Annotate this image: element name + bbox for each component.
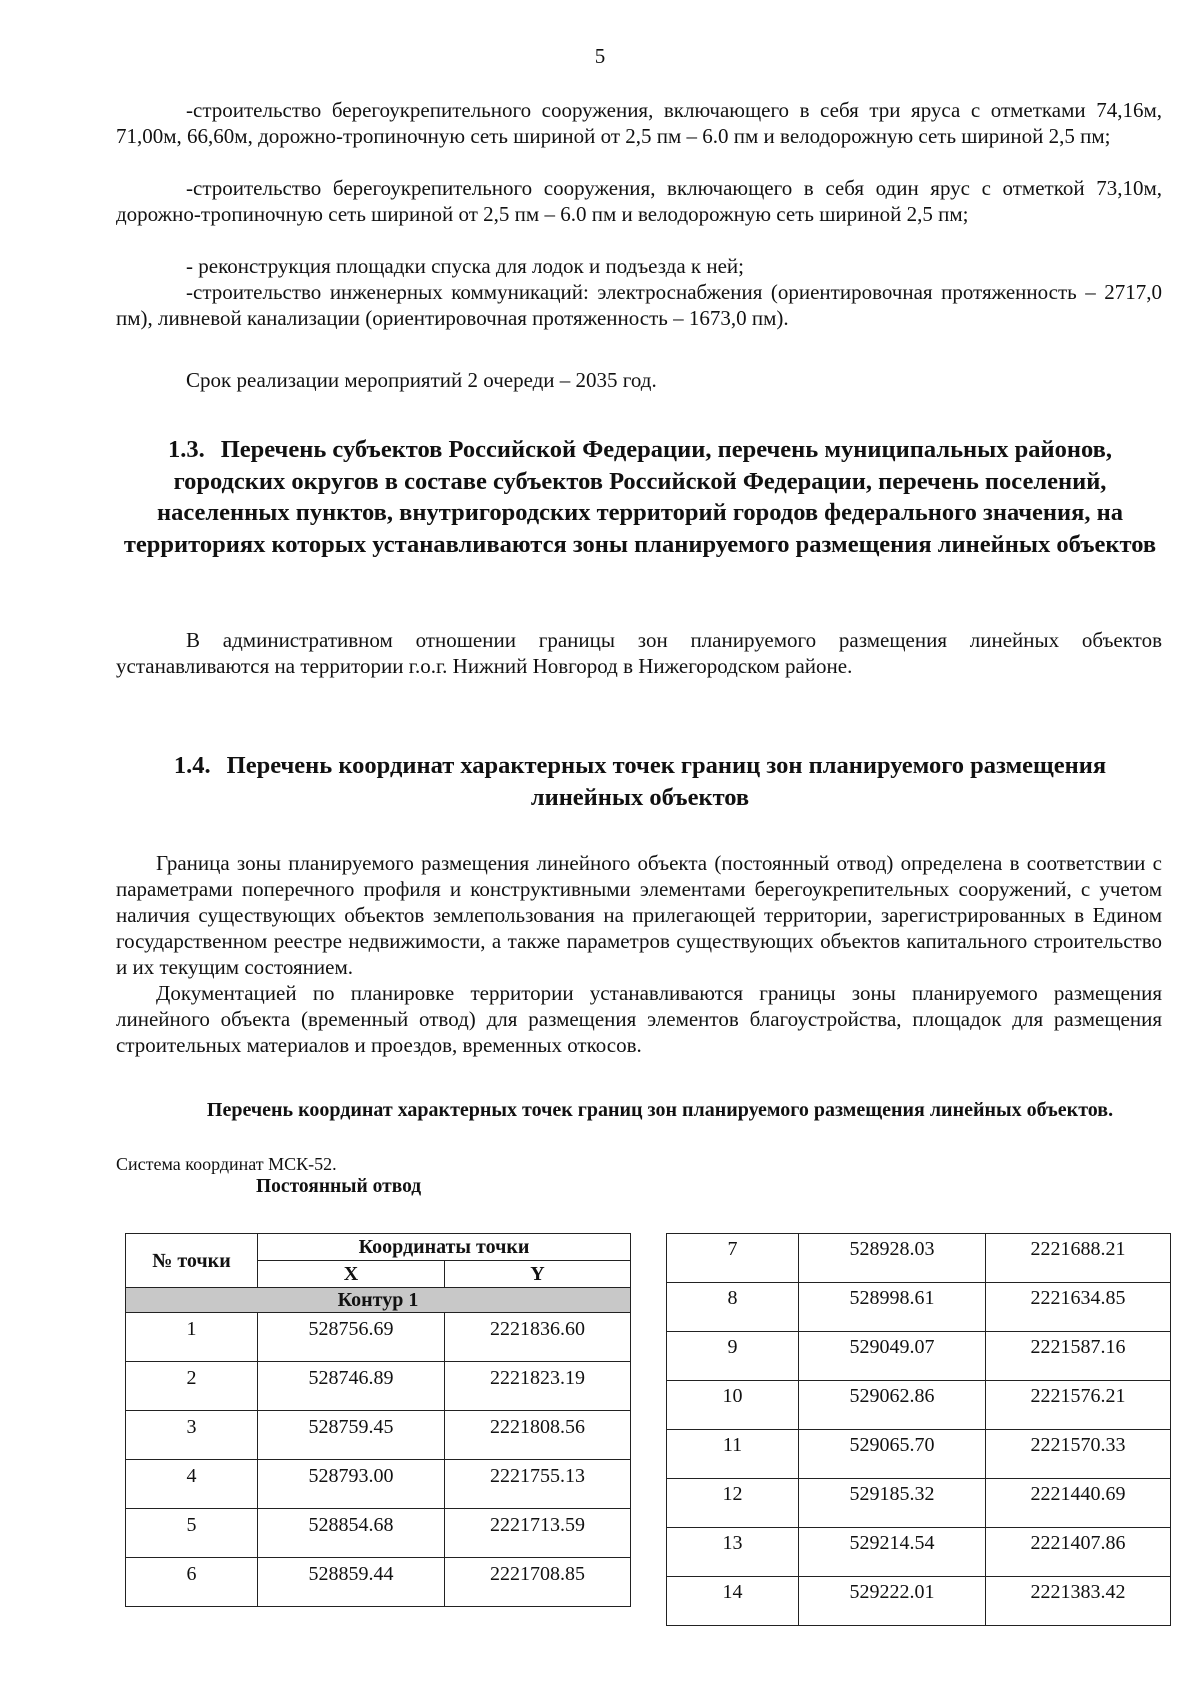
table-row xyxy=(126,1558,631,1607)
point-number: 3 xyxy=(126,1411,258,1460)
coord-x: 529049.07 xyxy=(799,1332,986,1381)
coord-y: 2221755.13 xyxy=(445,1460,631,1509)
header-coordinates: Координаты точки xyxy=(258,1234,631,1261)
point-number: 4 xyxy=(126,1460,258,1509)
table-row xyxy=(667,1528,1171,1577)
coord-y: 2221708.85 xyxy=(445,1558,631,1607)
table-row xyxy=(667,1283,1171,1332)
coord-x: 529214.54 xyxy=(799,1528,986,1577)
table-caption: Перечень координат характерных точек границ зон планируемого размещения линейных объектов. xyxy=(206,1099,1114,1121)
paragraph-permanent-allotment: Граница зоны планируемого размещения линейного объекта (постоянный отвод) определена в соответствии с параметрами поперечного профиля и конструктивными элементами берегоукрепительных сооружений, с учетом наличия существующих объектов землепользования на прилегающей территории, зарегистрированных в Едином государственном реестре недвижимости, а также параметров существующих объектов капитального строительство и их текущим состоянием. xyxy=(116,851,1162,979)
coordinates-table-right xyxy=(666,1233,1171,1626)
table-row xyxy=(126,1509,631,1558)
coord-x: 528859.44 xyxy=(258,1558,445,1607)
point-number: 10 xyxy=(667,1381,799,1430)
section-title: Перечень субъектов Российской Федерации, перечень муниципальных районов, городских округов в составе субъектов Российской Федерации, перечень поселений, населенных пунктов, внутригородских территорий городов федерального значения, на территориях которых устанавливаются зоны планируемого размещения линейных объектов xyxy=(123,436,1157,558)
coord-y: 2221570.33 xyxy=(986,1430,1171,1479)
coord-y: 2221440.69 xyxy=(986,1479,1171,1528)
coordinates-table-left xyxy=(125,1233,631,1607)
coord-x: 529222.01 xyxy=(799,1577,986,1626)
table-row xyxy=(126,1460,631,1509)
point-number: 12 xyxy=(667,1479,799,1528)
table-row xyxy=(126,1362,631,1411)
coord-x: 529065.70 xyxy=(799,1430,986,1479)
coord-y: 2221634.85 xyxy=(986,1283,1171,1332)
section-number: 1.3. xyxy=(167,436,205,463)
heading-section-1-4 xyxy=(150,750,1130,813)
table-row xyxy=(667,1577,1171,1626)
coord-x: 528854.68 xyxy=(258,1509,445,1558)
table-row xyxy=(667,1430,1171,1479)
point-number: 8 xyxy=(667,1283,799,1332)
coord-x: 529185.32 xyxy=(799,1479,986,1528)
coord-x: 528998.61 xyxy=(799,1283,986,1332)
table-row xyxy=(667,1234,1171,1283)
coord-x: 528928.03 xyxy=(799,1234,986,1283)
coord-y: 2221407.86 xyxy=(986,1528,1171,1577)
point-number: 11 xyxy=(667,1430,799,1479)
coord-x: 528759.45 xyxy=(258,1411,445,1460)
heading-section-1-3 xyxy=(110,434,1170,560)
point-number: 6 xyxy=(126,1558,258,1607)
coord-y: 2221383.42 xyxy=(986,1577,1171,1626)
point-number: 2 xyxy=(126,1362,258,1411)
table-row xyxy=(667,1332,1171,1381)
point-number: 9 xyxy=(667,1332,799,1381)
contour-label: Контур 1 xyxy=(126,1288,631,1313)
coord-y: 2221587.16 xyxy=(986,1332,1171,1381)
coord-y: 2221688.21 xyxy=(986,1234,1171,1283)
paragraph-deadline: Срок реализации мероприятий 2 очереди – 2035 год. xyxy=(186,368,657,392)
coord-y: 2221576.21 xyxy=(986,1381,1171,1430)
table-row xyxy=(126,1313,631,1362)
coord-x: 528746.89 xyxy=(258,1362,445,1411)
coord-y: 2221823.19 xyxy=(445,1362,631,1411)
coord-x: 528756.69 xyxy=(258,1313,445,1362)
point-number: 1 xyxy=(126,1313,258,1362)
section-number: 1.4. xyxy=(173,752,211,779)
point-number: 13 xyxy=(667,1528,799,1577)
paragraph-shore-structure-three-tiers: -строительство берегоукрепительного сооружения, включающего в себя три яруса с отметками 74,16м, 71,00м, 66,60м, дорожно-тропиночную сеть шириной от 2,5 пм – 6.0 пм и велодорожную сеть шириной 2,5 пм; xyxy=(116,98,1162,148)
coordinate-system: Система координат МСК-52. xyxy=(116,1154,337,1174)
header-y: Y xyxy=(445,1261,631,1288)
table-row xyxy=(667,1479,1171,1528)
table-row xyxy=(126,1411,631,1460)
allotment-type: Постоянный отвод xyxy=(256,1176,422,1197)
header-x: X xyxy=(258,1261,445,1288)
page-number: 5 xyxy=(594,44,606,68)
header-point-number: № точки xyxy=(126,1234,258,1288)
point-number: 5 xyxy=(126,1509,258,1558)
table-row xyxy=(667,1381,1171,1430)
point-number: 14 xyxy=(667,1577,799,1626)
paragraph-engineering-utilities: -строительство инженерных коммуникаций: электроснабжения (ориентировочная протяженность – 2717,0 пм), ливневой канализации (ориентировочная протяженность – 1673,0 пм). xyxy=(116,280,1162,330)
paragraph-shore-structure-one-tier: -строительство берегоукрепительного сооружения, включающего в себя один ярус с отметкой 73,10м, дорожно-тропиночную сеть шириной от 2,5 пм – 6.0 пм и велодорожную сеть шириной 2,5 пм; xyxy=(116,176,1162,226)
section-title: Перечень координат характерных точек границ зон планируемого размещения линейных объектов xyxy=(226,752,1107,811)
coord-y: 2221808.56 xyxy=(445,1411,631,1460)
coord-x: 528793.00 xyxy=(258,1460,445,1509)
point-number: 7 xyxy=(667,1234,799,1283)
paragraph-boat-ramp: - реконструкция площадки спуска для лодок и подъезда к ней; xyxy=(186,254,745,278)
coord-y: 2221713.59 xyxy=(445,1509,631,1558)
paragraph-administrative: В административном отношении границы зон планируемого размещения линейных объектов устанавливаются на территории г.о.г. Нижний Новгород в Нижегородском районе. xyxy=(116,628,1162,678)
coord-x: 529062.86 xyxy=(799,1381,986,1430)
coord-y: 2221836.60 xyxy=(445,1313,631,1362)
paragraph-temporary-allotment: Документацией по планировке территории устанавливаются границы зоны планируемого размещения линейного объекта (временный отвод) для размещения элементов благоустройства, площадок для размещения строительных материалов и проездов, временных откосов. xyxy=(116,981,1162,1057)
